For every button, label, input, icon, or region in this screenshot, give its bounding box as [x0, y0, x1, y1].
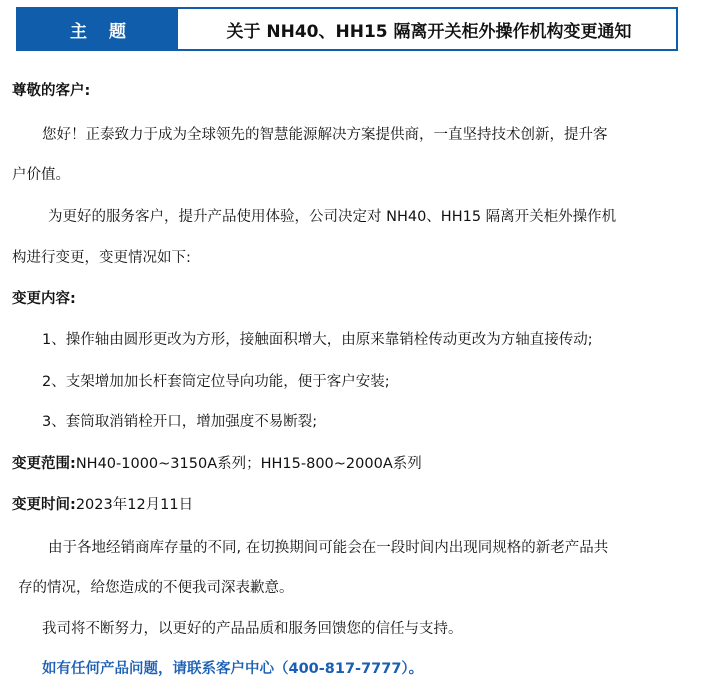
- paragraph-purpose-line-2: 构进行变更，变更情况如下:: [12, 250, 191, 266]
- change-time-label: 变更时间:: [12, 497, 76, 513]
- change-scope-label: 变更范围:: [12, 456, 76, 472]
- paragraph-commitment: 我司将不断努力，以更好的产品品质和服务回馈您的信任与支持。: [42, 621, 463, 637]
- change-item-2: 2、支架增加加长杆套筒定位导向功能，便于客户安装;: [42, 374, 390, 390]
- subject-label: 主 题: [18, 9, 178, 49]
- contact-line: 如有任何产品问题，请联系客户中心（400-817-7777）。: [42, 661, 424, 677]
- paragraph-purpose-line-1: 为更好的服务客户，提升产品使用体验，公司决定对 NH40、HH15 隔离开关柜外操作机: [48, 209, 617, 225]
- change-item-3: 3、套筒取消销栓开口，增加强度不易断裂;: [42, 414, 318, 430]
- change-item-1: 1、操作轴由圆形更改为方形，接触面积增大，由原来靠销栓传动更改为方轴直接传动;: [42, 332, 593, 348]
- paragraph-intro-line-2: 户价值。: [12, 167, 70, 183]
- paragraph-apology-line-2: 存的情况，给您造成的不便我司深表歉意。: [18, 580, 294, 596]
- paragraph-apology-line-1: 由于各地经销商库存量的不同, 在切换期间可能会在一段时间内出现同规格的新老产品共: [48, 540, 609, 556]
- changes-heading: 变更内容:: [12, 291, 76, 307]
- paragraph-intro-line-1: 您好！正泰致力于成为全球领先的智慧能源解决方案提供商，一直坚持技术创新，提升客: [42, 127, 608, 143]
- notice-header: [16, 7, 678, 51]
- greeting: 尊敬的客户:: [12, 83, 91, 99]
- notice-title: 关于 NH40、HH15 隔离开关柜外操作机构变更通知: [180, 9, 676, 49]
- change-time-value: 2023年12月11日: [75, 497, 194, 513]
- change-time: [12, 493, 193, 517]
- change-scope-value: NH40-1000~3150A系列；HH15-800~2000A系列: [75, 456, 422, 472]
- change-scope: [12, 452, 422, 476]
